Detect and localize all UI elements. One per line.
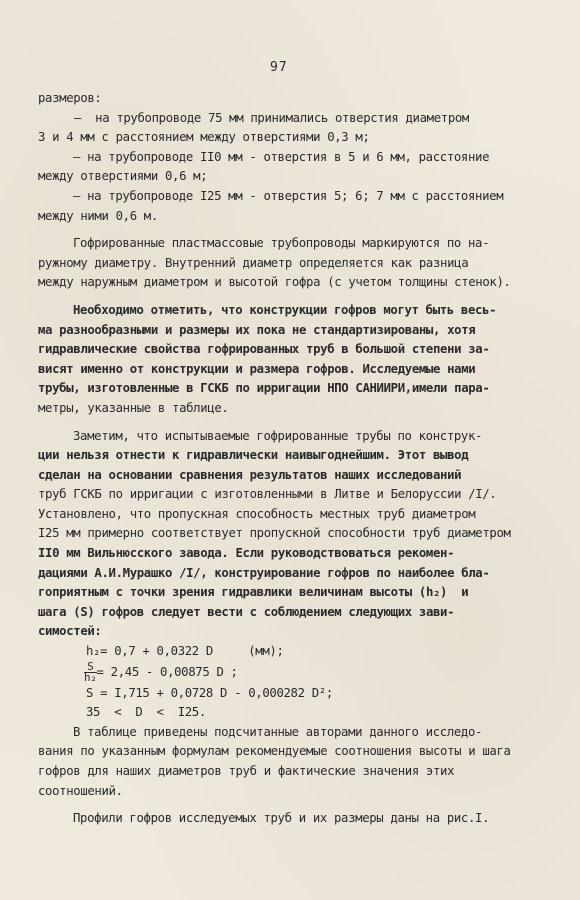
text-line: Необходимо отметить, что конструкции гофров могут быть весь-: [73, 302, 497, 317]
text-line: вания по указанным формулам рекомендуемые соотношения высоты и шага: [38, 744, 511, 759]
text-line: I25 мм примерно соответствует пропускной способности труб диаметром: [38, 526, 511, 541]
text-segment: ) и: [440, 585, 469, 600]
text-line: [38, 583, 548, 603]
text-line: сделан на основании сравнения результатов наших исследований: [38, 467, 462, 482]
text-line: труб ГСКБ по ирригации с изготовленными в Литве и Белоруссии /I/.: [38, 487, 497, 502]
formula-1: h₂= 0,7 + 0,0322 D (мм);: [86, 644, 284, 659]
formula-4: 35 < D < I25.: [86, 705, 206, 720]
text-line: соотношений.: [38, 783, 123, 798]
text-line: размеров:: [38, 91, 102, 105]
formula-2-rest: = 2,45 - 0,00875 D ;: [96, 664, 238, 679]
text-line: метры, указанные в таблице.: [38, 400, 229, 415]
text-line: гофров для наших диаметров труб и фактические значения этих: [38, 764, 455, 778]
text-line: Гофрированные пластмассовые трубопроводы маркируются по на-: [73, 236, 490, 251]
text-line: висят именно от конструкции и размера гофров. Исследуемые нами: [38, 361, 476, 376]
text-segment: гоприятным с точки зрения гидравлики величинам высоты (: [38, 585, 426, 600]
symbol-s: S: [80, 604, 88, 619]
page-number: 97: [270, 60, 288, 75]
fraction: [84, 659, 97, 684]
text-line: между наружным диаметром и высотой гофра (с учетом толщины стенок).: [38, 275, 511, 290]
text-line: 3 и 4 мм с расстоянием между отверстиями 0,3 м;: [38, 130, 370, 145]
text-line: – на трубопроводе I25 мм - отверстия 5; 6; 7 мм с расстоянием: [73, 188, 504, 203]
fraction-numerator: S: [84, 662, 97, 673]
text-line: В таблице приведены подсчитанные авторами данного исследо-: [73, 724, 483, 739]
text-line: гидравлические свойства гофрированных труб в большой степени за-: [38, 342, 490, 357]
text-line: Заметим, что испытываемые гофрированные трубы по конструк-: [73, 428, 483, 443]
text-line: ружному диаметру. Внутренний диаметр определяется как разница: [38, 255, 469, 270]
fraction-denominator: h₂: [84, 670, 97, 684]
text-line: между ними 0,6 м.: [38, 208, 158, 223]
text-line: Установлено, что пропускная способность местных труб диаметром: [38, 506, 476, 521]
page-body: [38, 89, 548, 829]
text-segment: ) гофров следует вести с соблюдением следующих зави-: [87, 604, 455, 619]
text-line: Профили гофров исследуемых труб и их размеры даны на рис.I.: [73, 811, 490, 826]
text-line: трубы, изготовленные в ГСКБ по ирригации НПО САНИИРИ,имели пара-: [38, 381, 490, 396]
text-line: [38, 603, 548, 623]
text-line: II0 мм Вильнюсского завода. Если руководствоваться рекомен-: [38, 546, 455, 561]
text-line: симостей:: [38, 624, 102, 639]
text-segment: шага (: [38, 604, 81, 619]
text-line: дациями А.И.Мурашко /I/, конструирование гофров по наиболее бла-: [38, 565, 490, 580]
formula-2: [38, 659, 548, 684]
text-line: ма разнообразными и размеры их пока не стандартизированы, хотя: [38, 322, 476, 337]
text-line: ции нельзя отнести к гидравлически наивыгоднейшим. Этот вывод: [38, 448, 469, 463]
text-line: – на трубопроводе 75 мм принимались отверстия диаметром: [74, 110, 469, 125]
symbol-h2: h₂: [425, 585, 441, 600]
text-line: – на трубопроводе II0 мм - отверстия в 5 и 6 мм, расстояние: [73, 149, 490, 164]
text-line: между отверстиями 0,6 м;: [38, 169, 208, 184]
formula-3: S = I,715 + 0,0728 D - 0,000282 D²;: [86, 685, 333, 700]
